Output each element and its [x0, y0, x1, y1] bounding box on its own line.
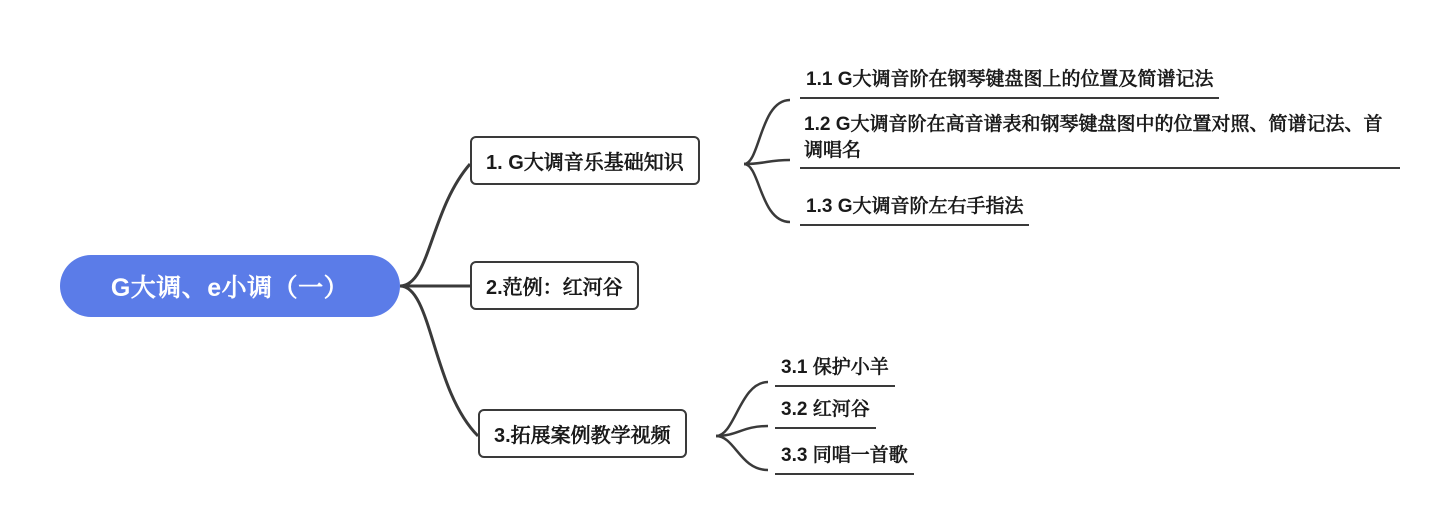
- mindmap-leaf-node-1-2[interactable]: 1.2 G大调音阶在高音谱表和钢琴键盘图中的位置对照、简谱记法、首调唱名: [800, 110, 1400, 169]
- mindmap-branch-node-1[interactable]: 1. G大调音乐基础知识: [470, 136, 700, 185]
- mindmap-leaf-node-3-3[interactable]: 3.3 同唱一首歌: [775, 438, 914, 475]
- mindmap-branch-node-2[interactable]: 2.范例：红河谷: [470, 261, 639, 310]
- mindmap-leaf-node-3-2[interactable]: 3.2 红河谷: [775, 392, 876, 429]
- mindmap-leaf-node-3-1[interactable]: 3.1 保护小羊: [775, 350, 895, 387]
- mindmap-leaf-node-1-3[interactable]: 1.3 G大调音阶左右手指法: [800, 189, 1029, 226]
- mindmap-branch-node-3[interactable]: 3.拓展案例教学视频: [478, 409, 687, 458]
- mindmap-leaf-node-1-1[interactable]: 1.1 G大调音阶在钢琴键盘图上的位置及简谱记法: [800, 62, 1219, 99]
- mindmap-root-node[interactable]: G大调、e小调（一）: [60, 255, 400, 317]
